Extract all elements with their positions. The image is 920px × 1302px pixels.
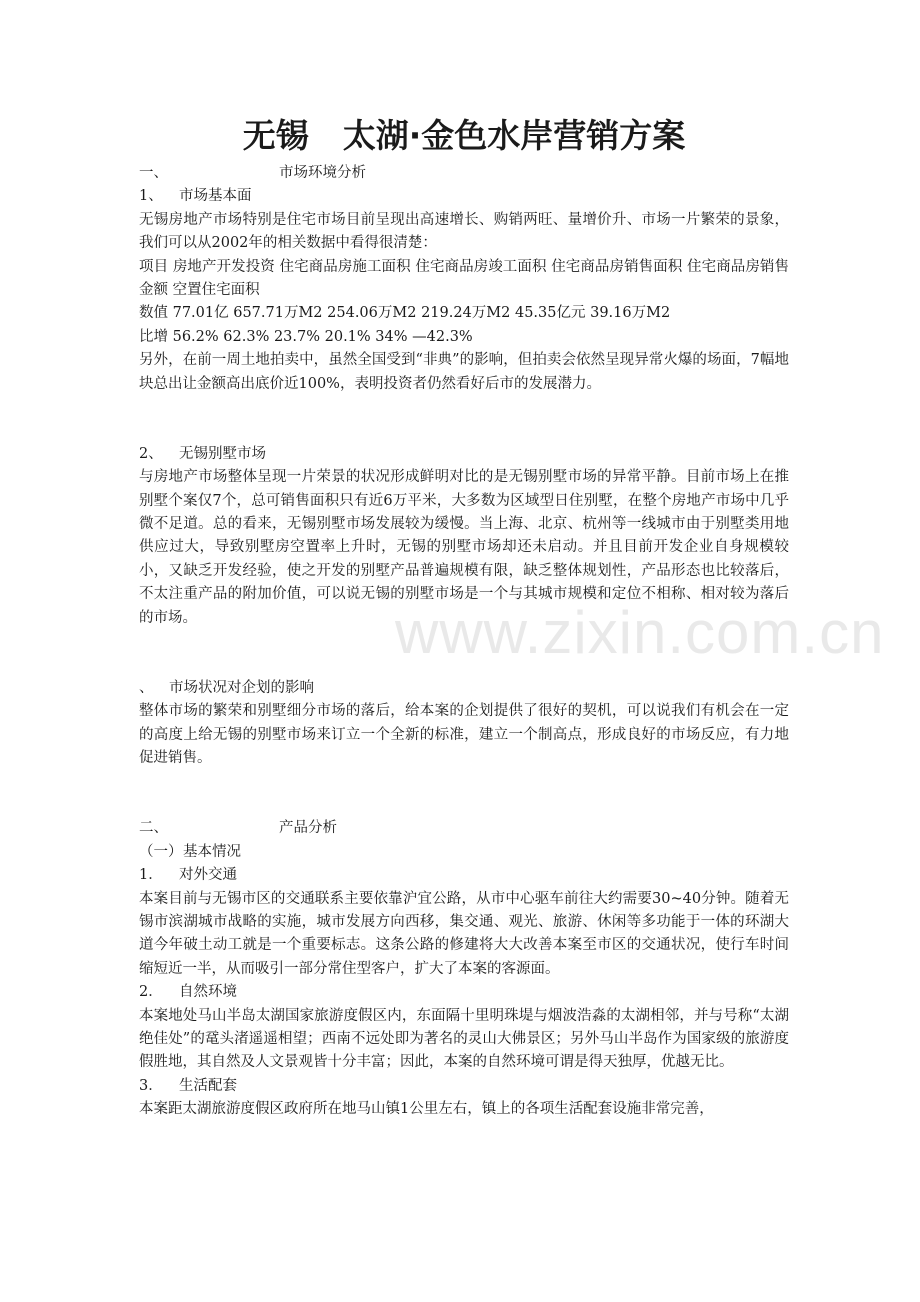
page-title: 无锡 太湖·金色水岸营销方案: [242, 116, 686, 155]
paragraph: 无锡房地产市场特别是住宅市场目前呈现出高速增长、购销两旺、量增价升、市场一片繁荣的景象，我们可以从2002年的相关数据中看得很清楚：: [139, 211, 789, 252]
subheading-2: 2、 无锡别墅市场: [139, 445, 266, 462]
data-values-row: 数值 77.01亿 657.71万M2 254.06万M2 219.24万M2 45.35亿元 39.16万M2: [139, 305, 671, 322]
subheading-1: 1、 市场基本面: [139, 188, 252, 205]
item-heading-2: 2． 自然环境: [139, 984, 237, 1001]
paragraph: 另外，在前一周土地拍卖中，虽然全国受到“非典”的影响，但拍卖会依然呈现异常火爆的场面，7幅地块总出让金额高出底价近100%，表明投资者仍然看好后市的发展潜力。: [139, 352, 789, 392]
section-heading-2: 二、 产品分析: [139, 820, 337, 837]
item-heading-1: 1． 对外交通: [139, 867, 237, 884]
paragraph: 本案距太湖旅游度假区政府所在地马山镇1公里左右，镇上的各项生活配套设施非常完善，: [139, 1101, 714, 1118]
subheading-3: 、 市场状况对企划的影响: [139, 679, 314, 696]
document-page: [139, 110, 789, 1122]
data-ratio-row: 比增 56.2% 62.3% 23.7% 20.1% 34% —42.3%: [139, 328, 473, 345]
paragraph: 与房地产市场整体呈现一片荣景的状况形成鲜明对比的是无锡别墅市场的异常平静。目前市场上在推别墅个案仅7个，总可销售面积只有近6万平米，大多数为区域型日住别墅，在整个房地产市场中几乎微不足道。总的看来，无锡别墅市场发展较为缓慢。当上海、北京、杭州等一线城市由于别墅类用地供应过大，导致别墅房空置率上升时，无锡的别墅市场却还未启动。并且目前开发企业自身规模较小，又缺乏开发经验，使之开发的别墅产品普遍规模有限，缺乏整体规划性，产品形态也比较落后，不太注重产品的附加价值，可以说无锡的别墅市场是一个与其城市规模和定位不相称、相对较为落后的市场。: [139, 469, 789, 626]
section-heading-1: 一、 市场环境分析: [139, 165, 366, 181]
item-heading-3: 3． 生活配套: [139, 1077, 237, 1094]
paragraph: 本案地处马山半岛太湖国家旅游度假区内，东面隔十里明珠堤与烟波浩淼的太湖相邻，并与号称“太湖绝佳处”的鼋头渚遥遥相望；西南不远处即为著名的灵山大佛景区；另外马山半岛作为国家级的旅游度假胜地，其自然及人文景观皆十分丰富；因此，本案的自然环境可谓是得天独厚，优越无比。: [139, 1007, 789, 1071]
subsection-heading: （一）基本情况: [139, 843, 241, 860]
watermark-text: www.zixin.com.cn: [395, 599, 885, 666]
data-items-row: 项目 房地产开发投资 住宅商品房施工面积 住宅商品房竣工面积 住宅商品房销售面积 住宅商品房销售金额 空置住宅面积: [139, 258, 789, 299]
paragraph: 整体市场的繁荣和别墅细分市场的落后，给本案的企划提供了很好的契机，可以说我们有机会在一定的高度上给无锡的别墅市场来订立一个全新的标准，建立一个制高点，形成良好的市场反应，有力地促进销售。: [139, 703, 789, 767]
paragraph: 本案目前与无锡市区的交通联系主要依靠沪宜公路，从市中心驱车前往大约需要30~40分钟。随着无锡市滨湖城市战略的实施，城市发展方向西移，集交通、观光、旅游、休闲等多功能于一体的环湖大道今年破土动工就是一个重要标志。这条公路的修建将大大改善本案至市区的交通状况，使行车时间缩短近一半，从而吸引一部分常住型客户，扩大了本案的客源面。: [139, 890, 789, 977]
